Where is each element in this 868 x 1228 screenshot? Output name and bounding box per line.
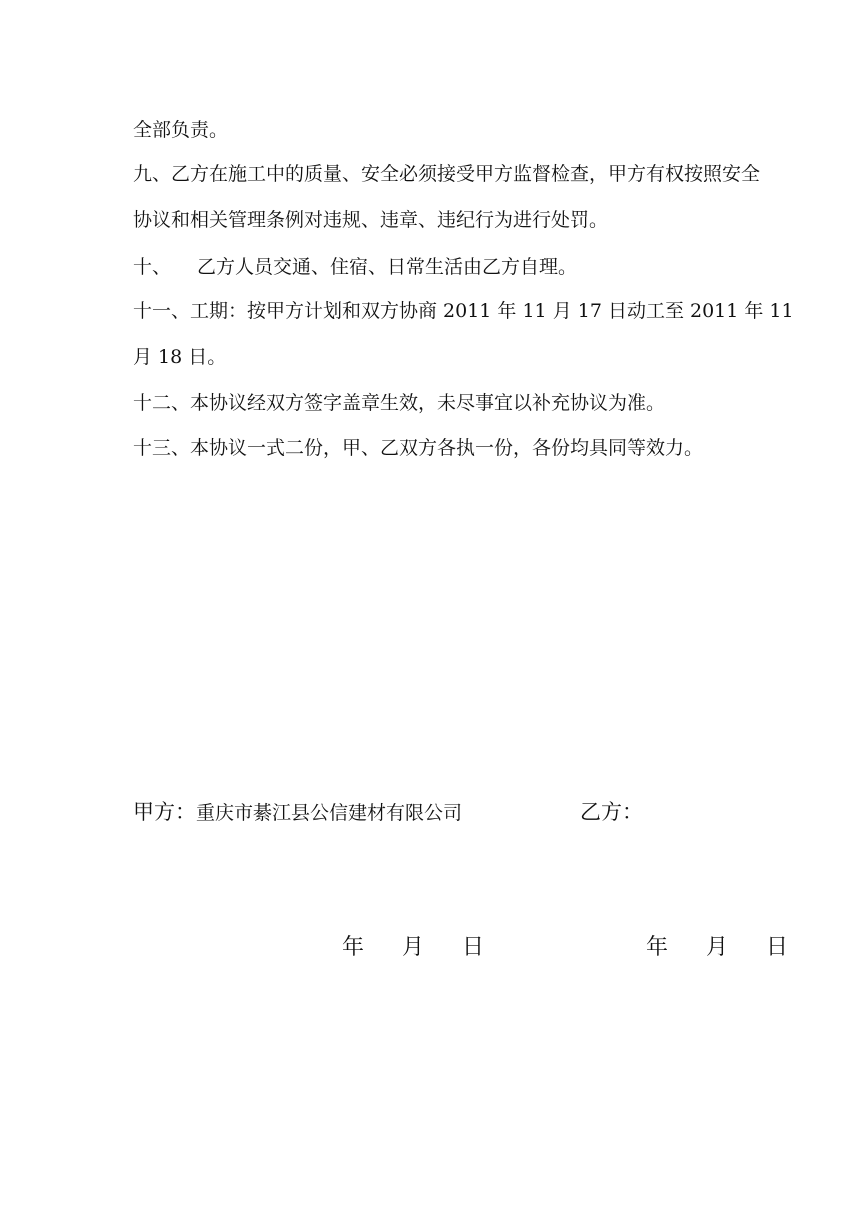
party-a-label: 甲方：: [133, 800, 196, 824]
party-a-name: 重庆市綦江县公信建材有限公司: [196, 802, 463, 824]
clause-ten-text: 乙方人员交通、住宿、日常生活由乙方自理。: [197, 256, 578, 278]
party-b-date-year: 年: [646, 935, 669, 960]
party-b-date: [646, 933, 790, 963]
clause-nine-line-2: 协议和相关管理条例对违规、违章、违纪行为进行处罚。: [133, 209, 609, 231]
clause-thirteen: 十三、本协议一式二份，甲、乙双方各执一份，各份均具同等效力。: [133, 437, 704, 459]
party-a-date-year: 年: [342, 935, 365, 960]
clause-ten: [133, 255, 577, 279]
clause-twelve: 十二、本协议经双方签字盖章生效，未尽事宜以补充协议为准。: [133, 392, 666, 414]
party-a-signature: [133, 798, 462, 827]
party-a-date: [342, 933, 486, 963]
party-b-signature: [580, 798, 643, 826]
party-a-date-month: 月: [402, 935, 425, 960]
party-a-date-day: 日: [462, 935, 485, 960]
clause-nine-line-1: 九、乙方在施工中的质量、安全必须接受甲方监督检查，甲方有权按照安全: [133, 163, 761, 185]
clause-ten-number: 十、: [133, 256, 172, 278]
party-b-date-day: 日: [766, 935, 789, 960]
party-b-date-month: 月: [706, 935, 729, 960]
party-b-label: 乙方：: [580, 800, 643, 824]
clause-continuation: 全部负责。: [133, 119, 229, 141]
clause-eleven-line-2: 月 18 日。: [133, 346, 227, 368]
clause-eleven-line-1: 十一、工期：按甲方计划和双方协商 2011 年 11 月 17 日动工至 2011 年 11: [133, 300, 794, 322]
